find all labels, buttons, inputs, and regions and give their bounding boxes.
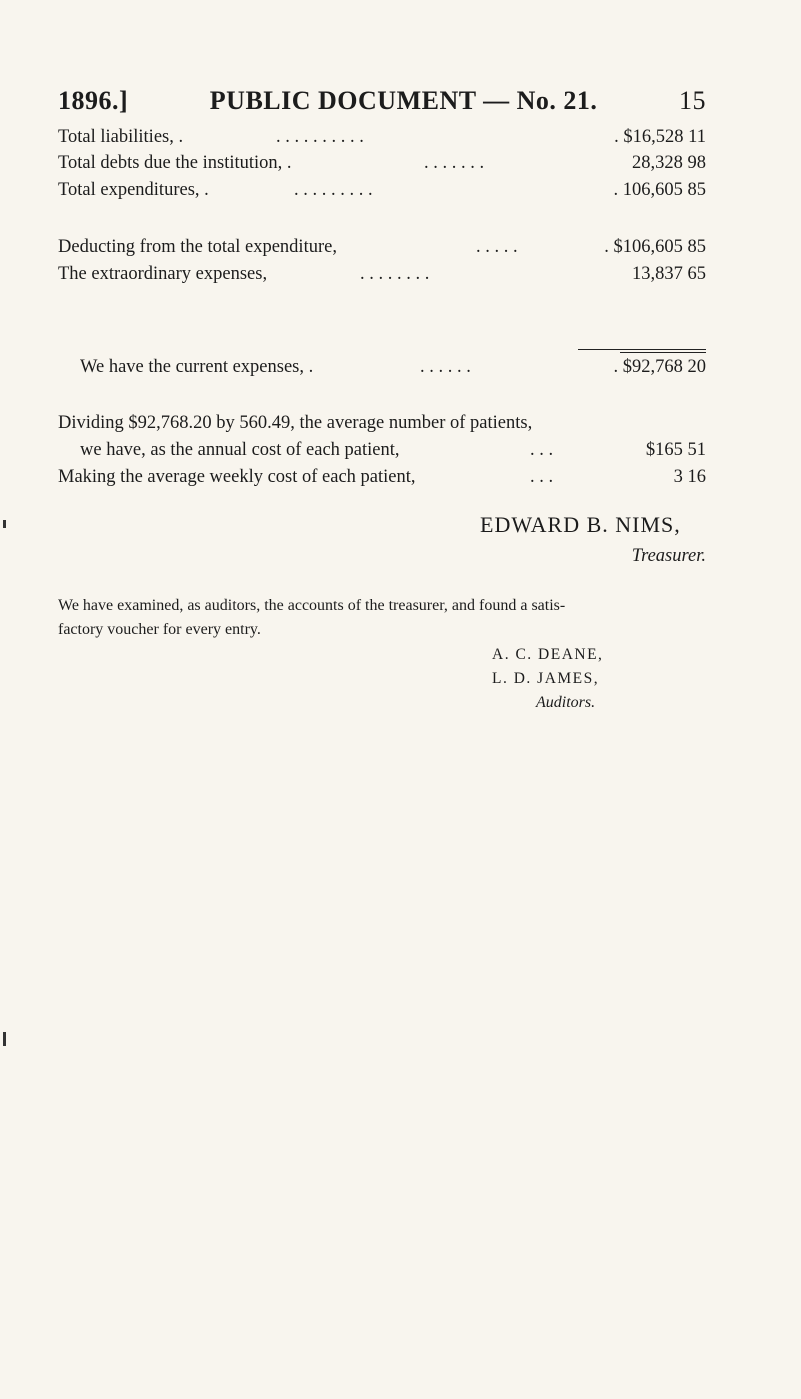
sum-rule [578,349,706,350]
ledger-label: Deducting from the total expenditure, [58,237,337,257]
ledger-label: We have the current expenses, . [80,357,314,377]
ledger-dots: . . . . . . . [424,153,485,173]
weekly-cost-label: Making the average weekly cost of each patient, [58,467,416,487]
sum-rule-secondary [620,352,706,353]
dividing-line-1: Dividing $92,768.20 by 560.49, the average number of patients, [58,413,533,433]
weekly-cost-row [58,467,706,493]
ledger-row-total-liabilities [58,127,706,153]
print-mark [3,1032,6,1046]
ledger-row-current-expenses [58,357,706,383]
treasurer-name: EDWARD B. NIMS, [480,512,681,537]
ledger-dots: . . . . . [476,237,518,257]
ledger-amount: . $92,768 20 [613,357,706,377]
annual-cost-row [58,440,706,466]
ledger-dots: . . . . . . . . . . [276,127,364,147]
audit-text-line-1: We have examined, as auditors, the accounts of the treasurer, and found a satis- [58,597,566,614]
weekly-cost-dots: . . . [530,467,554,487]
audit-text-line-2: factory voucher for every entry. [58,621,261,638]
annual-cost-label: we have, as the annual cost of each patient, [80,440,400,460]
ledger-row-total-debts [58,153,706,179]
ledger-label: Total expenditures, . [58,180,209,200]
treasurer-title: Treasurer. [631,546,706,566]
auditors-label: Auditors. [536,694,596,711]
annual-cost-dots: . . . [530,440,554,460]
ledger-amount: . $106,605 85 [604,237,706,257]
ledger-dots: . . . . . . [420,357,471,377]
annual-cost-amount: $165 51 [645,440,706,460]
ledger-amount: . 106,605 85 [613,180,706,200]
ledger-label: The extraordinary expenses, [58,264,268,284]
audit-statement [58,594,710,642]
weekly-cost-amount: 3 16 [673,467,706,487]
ledger-amount: 28,328 98 [632,153,706,173]
ledger-label: Total liabilities, . [58,127,184,147]
ledger-amount: . $16,528 11 [614,127,706,147]
ledger-dots: . . . . . . . . [360,264,430,284]
ledger-row-extraordinary [58,264,706,290]
header-year: 1896.] [58,86,129,115]
print-mark [3,520,6,528]
page-header [58,86,706,116]
ledger-row-total-expenditures [58,180,706,206]
header-page-number: 15 [679,86,706,115]
ledger-label: Total debts due the institution, . [58,153,292,173]
auditor-1: A. C. DEANE, [492,646,604,663]
auditor-2: L. D. JAMES, [492,670,600,687]
ledger-amount: 13,837 65 [632,264,706,284]
header-title: PUBLIC DOCUMENT — No. 21. [209,86,598,115]
ledger-row-deducting [58,237,706,263]
ledger-dots: . . . . . . . . . [294,180,373,200]
